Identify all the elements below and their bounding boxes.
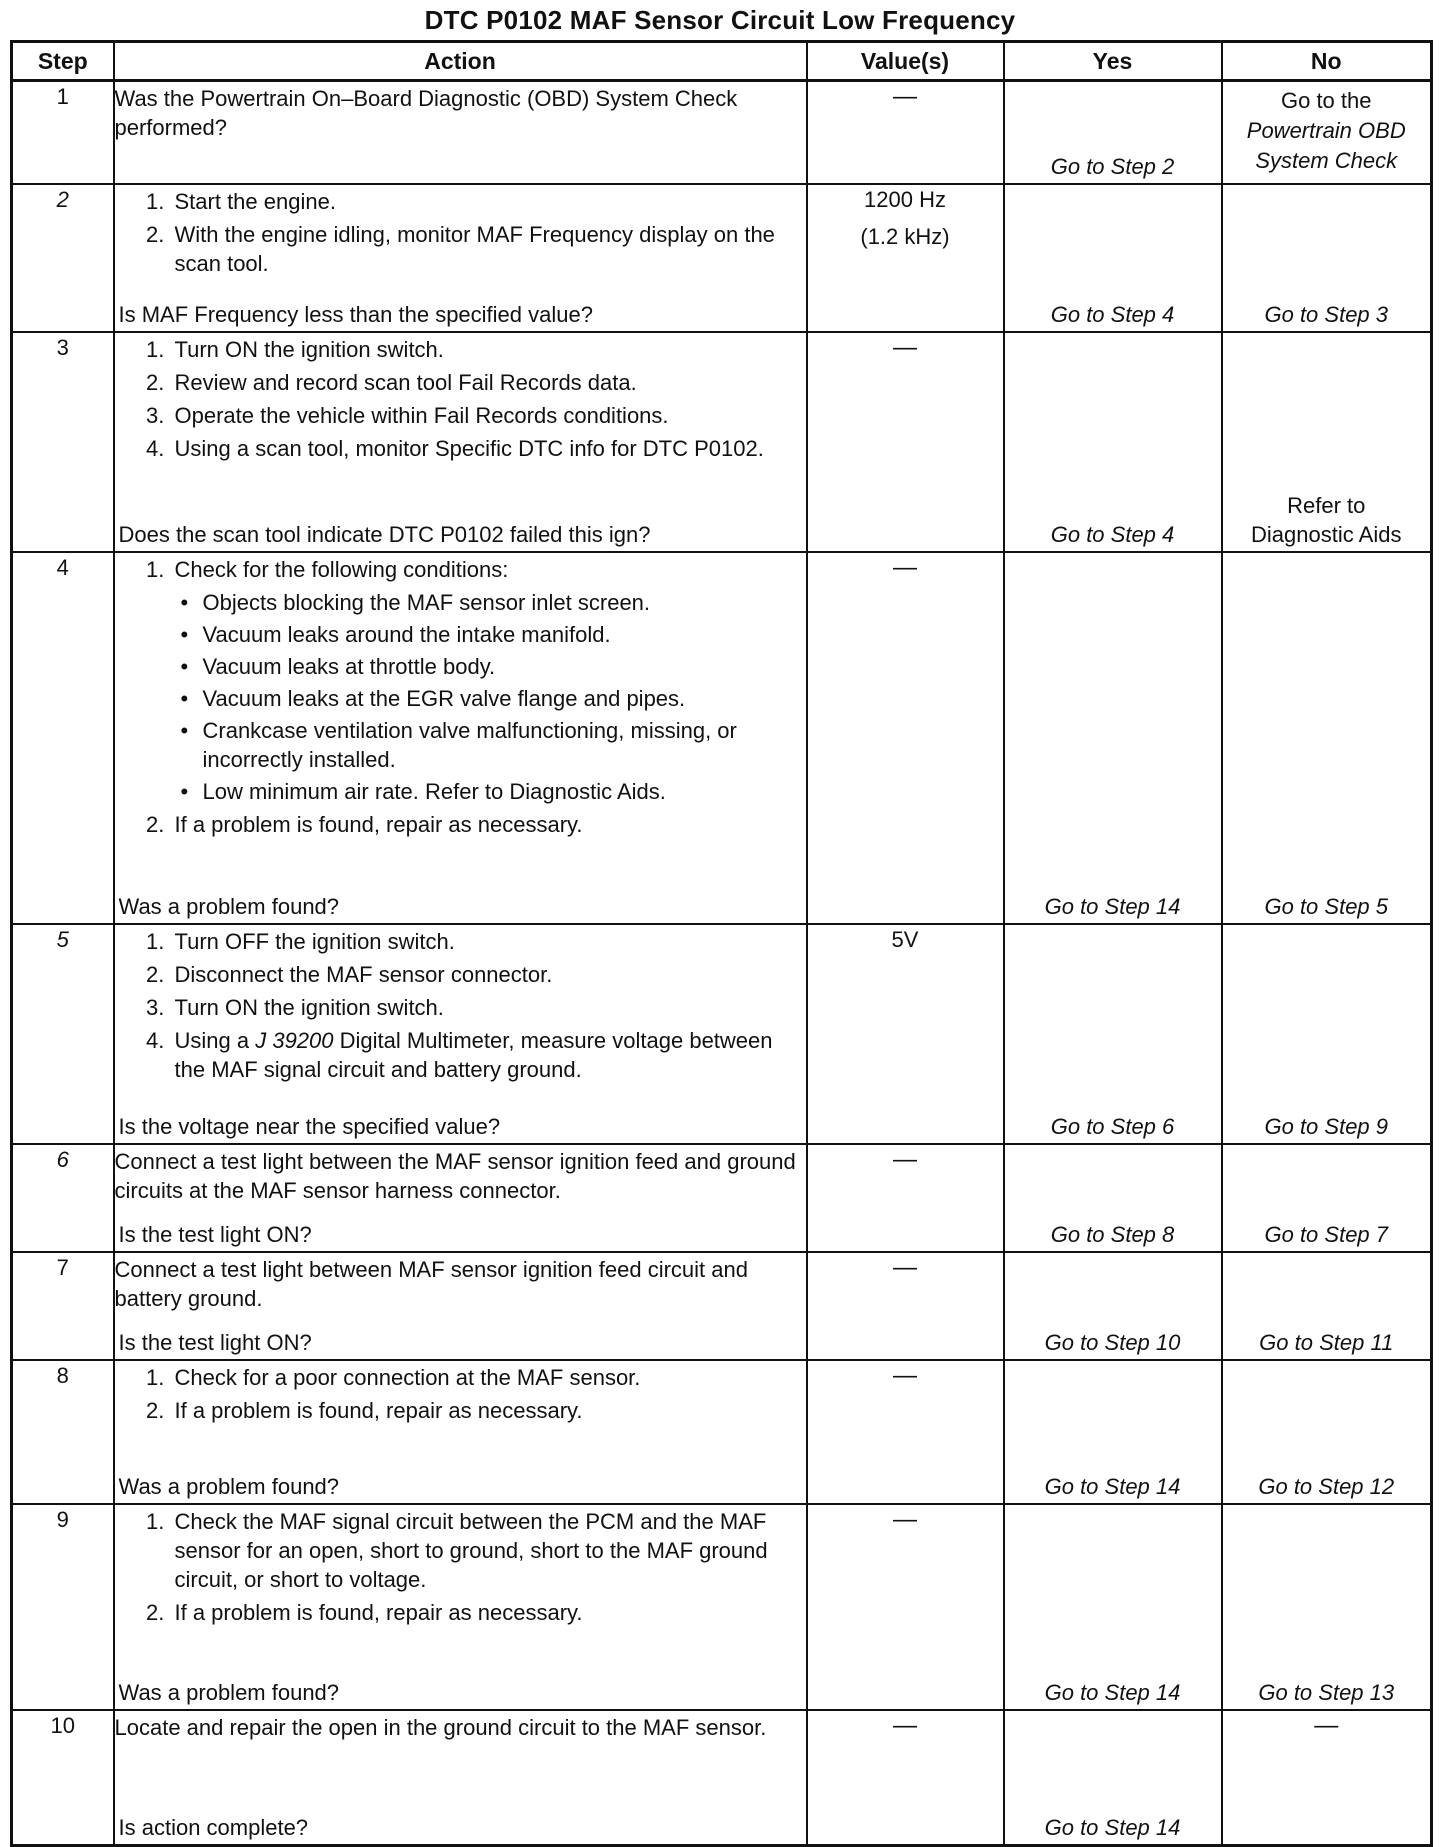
table-row [12,552,1432,924]
no-cell: Go to Step 3 [1222,184,1432,332]
yes-cell: Go to Step 6 [1004,924,1222,1144]
action-cell [114,1252,807,1360]
yes-cell: Go to Step 14 [1004,1710,1222,1846]
action-steps [115,555,806,839]
yes-cell: Go to Step 14 [1004,552,1222,924]
step-number: 8 [12,1360,114,1504]
value-cell: — [807,1360,1004,1504]
yes-cell: Go to Step 14 [1004,1504,1222,1710]
action-text: Was the Powertrain On–Board Diagnostic (OBD) System Check performed? [114,86,738,140]
header-no: No [1222,42,1432,81]
table-row [12,924,1432,1144]
value-cell: — [807,1710,1004,1846]
list-item: 1. Check for the following conditions: • Objects blocking the MAF sensor inlet screen. • Vacuum leaks around the intake manifold. • Vacuum leaks at throttle body. • Vacuum leaks at the EGR valve flange and pipes. • Crankcase ventilation valve malfunctioning, missing, or incorrectly installed. • Low minimum air rate. Refer to Diagnostic Aids. [171,555,806,806]
value-cell: — [807,1252,1004,1360]
no-cell: Go to Step 11 [1222,1252,1432,1360]
list-item: 1. Start the engine. [171,187,806,216]
bullet-item: • Vacuum leaks around the intake manifold. [175,620,806,649]
action-question: Is the voltage near the specified value? [118,1113,501,1139]
step-number: 9 [12,1504,114,1710]
value-cell: — [807,332,1004,552]
no-cell: Go to Step 5 [1222,552,1432,924]
bullet-item: • Crankcase ventilation valve malfunctioning, missing, or incorrectly installed. [175,716,806,774]
table-header-row [12,42,1432,81]
step-number: 3 [12,332,114,552]
no-cell: Go to the Powertrain OBD System Check [1222,81,1432,184]
list-item: 1. Check for a poor connection at the MAF sensor. [171,1363,806,1392]
action-text: Connect a test light between the MAF sensor ignition feed and ground circuits at the MAF sensor harness connector. [114,1148,796,1203]
action-question: Is action complete? [118,1815,309,1840]
step-number: 1 [12,81,114,184]
list-item: 4. Using a J 39200 Digital Multimeter, measure voltage between the MAF signal circuit and battery ground. [171,1026,806,1084]
action-cell [114,924,807,1144]
no-cell: Go to Step 13 [1222,1504,1432,1710]
step-number: 2 [12,184,114,332]
action-cell [114,1710,807,1846]
no-cell: Go to Step 9 [1222,924,1432,1144]
list-item: 2. With the engine idling, monitor MAF Frequency display on the scan tool. [171,220,806,278]
bullet-item: • Vacuum leaks at throttle body. [175,652,806,681]
value-cell: 1200 Hz (1.2 kHz) [807,184,1004,332]
action-cell [114,1504,807,1710]
step-number: 7 [12,1252,114,1360]
header-values: Value(s) [807,42,1004,81]
action-question: Does the scan tool indicate DTC P0102 failed this ign? [118,521,651,547]
action-question: Is the test light ON? [118,1221,312,1247]
table-row [12,332,1432,552]
bullet-item: • Low minimum air rate. Refer to Diagnostic Aids. [175,777,806,806]
yes-cell: Go to Step 4 [1004,332,1222,552]
action-question: Is MAF Frequency less than the specified value? [118,301,593,327]
list-item: 4. Using a scan tool, monitor Specific DTC info for DTC P0102. [171,434,806,463]
no-cell: Go to Step 12 [1222,1360,1432,1504]
list-item: 2. If a problem is found, repair as necessary. [171,1598,806,1627]
action-cell [114,552,807,924]
action-cell [114,184,807,332]
value-cell: — [807,1504,1004,1710]
yes-cell: Go to Step 2 [1004,81,1222,184]
action-question: Is the test light ON? [118,1329,312,1355]
yes-cell: Go to Step 4 [1004,184,1222,332]
list-item: 2. If a problem is found, repair as necessary. [171,810,806,839]
condition-list [175,588,806,806]
header-step: Step [12,42,114,81]
table-row [12,1144,1432,1252]
document-page [10,0,1430,1847]
list-item: 1. Check the MAF signal circuit between the PCM and the MAF sensor for an open, short to ground, short to the MAF ground circuit, or short to voltage. [171,1507,806,1594]
tool-name: J 39200 [255,1027,334,1053]
list-item: 3. Operate the vehicle within Fail Records conditions. [171,401,806,430]
list-item: 2. Review and record scan tool Fail Records data. [171,368,806,397]
yes-cell: Go to Step 14 [1004,1360,1222,1504]
value-cell: — [807,81,1004,184]
yes-cell: Go to Step 8 [1004,1144,1222,1252]
value-cell: — [807,1144,1004,1252]
action-question: Was a problem found? [118,893,340,919]
table-row [12,1360,1432,1504]
action-cell [114,1144,807,1252]
value-cell: 5V [807,924,1004,1144]
no-cell: Refer to Diagnostic Aids [1222,332,1432,552]
table-row [12,81,1432,184]
header-action: Action [114,42,807,81]
action-steps [115,335,806,463]
page-title: DTC P0102 MAF Sensor Circuit Low Frequency [424,5,1016,35]
diagnostic-table [10,40,1433,1847]
header-yes: Yes [1004,42,1222,81]
step-number: 5 [12,924,114,1144]
action-cell [114,332,807,552]
action-steps [115,927,806,1084]
action-steps [115,1363,806,1425]
step-number: 6 [12,1144,114,1252]
action-steps [115,187,806,278]
yes-cell: Go to Step 10 [1004,1252,1222,1360]
list-item: 2. If a problem is found, repair as necessary. [171,1396,806,1425]
action-cell [114,81,807,184]
action-cell [114,1360,807,1504]
action-text: Connect a test light between MAF sensor ignition feed circuit and battery ground. [114,1256,748,1311]
list-item: 3. Turn ON the ignition switch. [171,993,806,1022]
table-row [12,184,1432,332]
value-cell: — [807,552,1004,924]
list-item: 2. Disconnect the MAF sensor connector. [171,960,806,989]
step-number: 4 [12,552,114,924]
bullet-item: • Vacuum leaks at the EGR valve flange and pipes. [175,684,806,713]
action-question: Was a problem found? [118,1473,340,1499]
action-question: Was a problem found? [118,1679,340,1705]
action-steps [115,1507,806,1627]
table-row [12,1710,1432,1846]
step-number: 10 [12,1710,114,1846]
no-cell: — [1222,1710,1432,1846]
action-text: Locate and repair the open in the ground circuit to the MAF sensor. [114,1714,767,1740]
no-cell: Go to Step 7 [1222,1144,1432,1252]
list-item: 1. Turn ON the ignition switch. [171,335,806,364]
table-row [12,1252,1432,1360]
table-row [12,1504,1432,1710]
list-item: 1. Turn OFF the ignition switch. [171,927,806,956]
bullet-item: • Objects blocking the MAF sensor inlet screen. [175,588,806,617]
